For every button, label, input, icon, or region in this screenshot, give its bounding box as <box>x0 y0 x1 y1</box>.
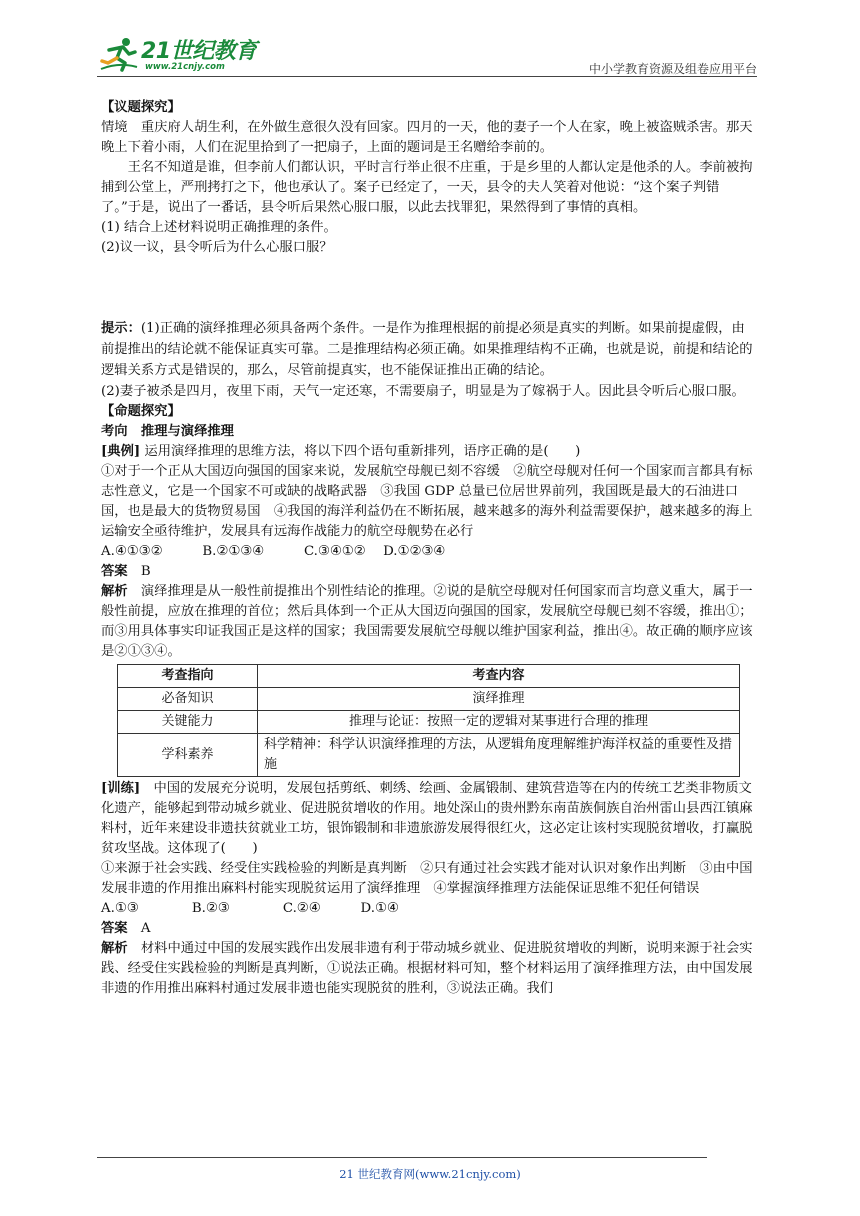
logo-text: 21世纪教育 <box>141 39 257 64</box>
answer-label: 答案 <box>101 921 128 936</box>
table-header-cell: 考查内容 <box>258 665 740 688</box>
hint-paragraph-1 <box>101 318 755 381</box>
example-answer <box>101 562 755 582</box>
site-logo[interactable] <box>97 30 257 74</box>
example-options: A.④①③② B.②①③④ C.③④①② D.①②③④ <box>101 544 446 559</box>
assessment-table <box>117 664 740 777</box>
table-cell: 演绎推理 <box>258 688 740 711</box>
example-items: ①对于一个正从大国迈向强国的国家来说，发展航空母舰已刻不容缓 ②航空母舰对任何一个国家而言都具有标志性意义，它是一个国家不可或缺的战略武器 ③我国 GDP 总量已位居世界前列，我国既是最大的石油进口国，也是最大的货物贸易国 ④我国的海洋利益仍在不断拓展，越来越多的海外利益需要保护，越来越多的海上运输安全亟待维护，发展具有远海作战能力的航空母舰势在必行 <box>101 464 753 539</box>
training-options: A.①③ B.②③ C.②④ D.①④ <box>101 901 399 916</box>
analysis-label: 解析 <box>101 941 128 956</box>
table-row <box>118 688 740 711</box>
table-cell: 必备知识 <box>118 688 258 711</box>
training-stem-text: 中国的发展充分说明，发展包括剪纸、刺绣、绘画、金属锻制、建筑营造等在内的传统工艺类非物质文化遗产，能够起到带动城乡就业、促进脱贫增收的作用。地处深山的贵州黔东南苗族侗族自治州雷山县西江镇麻料村，近年来建设非遗扶贫就业工坊，银饰锻制和非遗旅游发展得很红火，这必定让该村实现脱贫增收，打赢脱贫攻坚战。这体现了( ) <box>101 781 753 856</box>
header-divider <box>97 76 757 77</box>
training-label: [训练] <box>101 781 141 796</box>
answer-label: 答案 <box>101 564 128 579</box>
hint-text-1: (1)正确的演绎推理必须具备两个条件。一是作为推理根据的前提必须是真实的判断。如果前提虚假，由前提推出的结论就不能保证真实可靠。二是推理结构必须正确。如果推理结构不正确，也就是说，前提和结论的逻辑关系方式是错误的，那么，尽管前提真实，也不能保证推出正确的结论。 <box>101 321 753 378</box>
hint-label: 提示： <box>101 321 141 336</box>
example-stem <box>101 442 755 462</box>
answer-value: A <box>140 921 151 936</box>
analysis-label: 解析 <box>101 584 128 599</box>
table-cell: 推理与论证：按照一定的逻辑对某事进行合理的推理 <box>258 711 740 734</box>
table-cell: 学科素养 <box>118 734 258 777</box>
footer-divider <box>97 1157 707 1158</box>
example-stem-text: 运用演绎推理的思维方法，将以下四个语句重新排列，语序正确的是( ) <box>144 444 581 459</box>
platform-name: 中小学教育资源及组卷应用平台 <box>588 62 757 76</box>
section-title-proposition: 【命题探究】 <box>101 404 181 419</box>
training-analysis <box>101 939 755 999</box>
example-label: [典例] <box>101 444 141 459</box>
footer-link[interactable]: 21 世纪教育网(www.21cnjy.com) <box>339 1167 521 1181</box>
table-row <box>118 711 740 734</box>
scenario-paragraph-2: 王名不知道是谁，但李前人们都认识，平时言行举止很不庄重，于是乡里的人都认定是他杀的人。李前被拘捕到公堂上，严刑拷打之下，他也承认了。案子已经定了，一天，县令的夫人笑着对他说：“这个案子判错了。”于是，说出了一番话，县令听后果然心服口服，以此去找罪犯，果然得到了事情的真相。 <box>101 160 753 215</box>
hint-paragraph-2: (2)妻子被杀是四月，夜里下雨，天气一定还寒，不需要扇子，明显是为了嫁祸于人。因此县令听后心服口服。 <box>101 384 745 399</box>
page-header <box>97 30 757 78</box>
analysis-text: 演绎推理是从一般性前提推出个别性结论的推理。②说的是航空母舰对任何国家而言均意义重大，属于一般性前提，应放在推理的首位；然后具体到一个正从大国迈向强国的国家，发展航空母舰已刻不容缓，推出①；而③用具体事实印证我国正是这样的国家；我国需要发展航空母舰以维护国家利益，推出④。故正确的顺序应该是②①③④。 <box>101 584 753 659</box>
section-title-issue: 【议题探究】 <box>101 100 181 115</box>
table-row <box>118 734 740 777</box>
table-cell: 科学精神：科学认识演绎推理的方法，从逻辑角度理解维护海洋权益的重要性及措施 <box>258 734 740 777</box>
training-answer <box>101 919 755 939</box>
table-header-cell: 考查指向 <box>118 665 258 688</box>
direction-heading: 考向 推理与演绎推理 <box>101 424 234 439</box>
runner-logo-icon <box>99 36 139 72</box>
question-1: (1) 结合上述材料说明正确推理的条件。 <box>101 220 337 235</box>
training-items: ①来源于社会实践、经受住实践检验的判断是真判断 ②只有通过社会实践才能对认识对象作出判断 ③由中国发展非遗的作用推出麻料村能实现脱贫运用了演绎推理 ④掌握演绎推理方法能保证思维不犯任何错误 <box>101 861 753 896</box>
answer-value: B <box>140 564 151 579</box>
example-analysis <box>101 582 755 662</box>
document-body <box>101 98 755 999</box>
answer-space <box>101 258 755 318</box>
question-2: (2)议一议，县令听后为什么心服口服？ <box>101 240 333 255</box>
logo-url: www.21cnjy.com <box>145 62 225 72</box>
table-header-row <box>118 665 740 688</box>
training-stem <box>101 779 755 859</box>
scenario-paragraph-1: 情境 重庆府人胡生利，在外做生意很久没有回家。四月的一天，他的妻子一个人在家，晚上被盗贼杀害。那天晚上下着小雨，人们在泥里拾到了一把扇子，上面的题词是王名赠给李前的。 <box>101 120 753 155</box>
table-cell: 关键能力 <box>118 711 258 734</box>
analysis-text: 材料中通过中国的发展实践作出发展非遗有利于带动城乡就业、促进脱贫增收的判断，说明来源于社会实践、经受住实践检验的判断是真判断，①说法正确。根据材料可知，整个材料运用了演绎推理方法，由中国发展非遗的作用推出麻料村通过发展非遗也能实现脱贫的胜利，③说法正确。我们 <box>101 941 753 996</box>
